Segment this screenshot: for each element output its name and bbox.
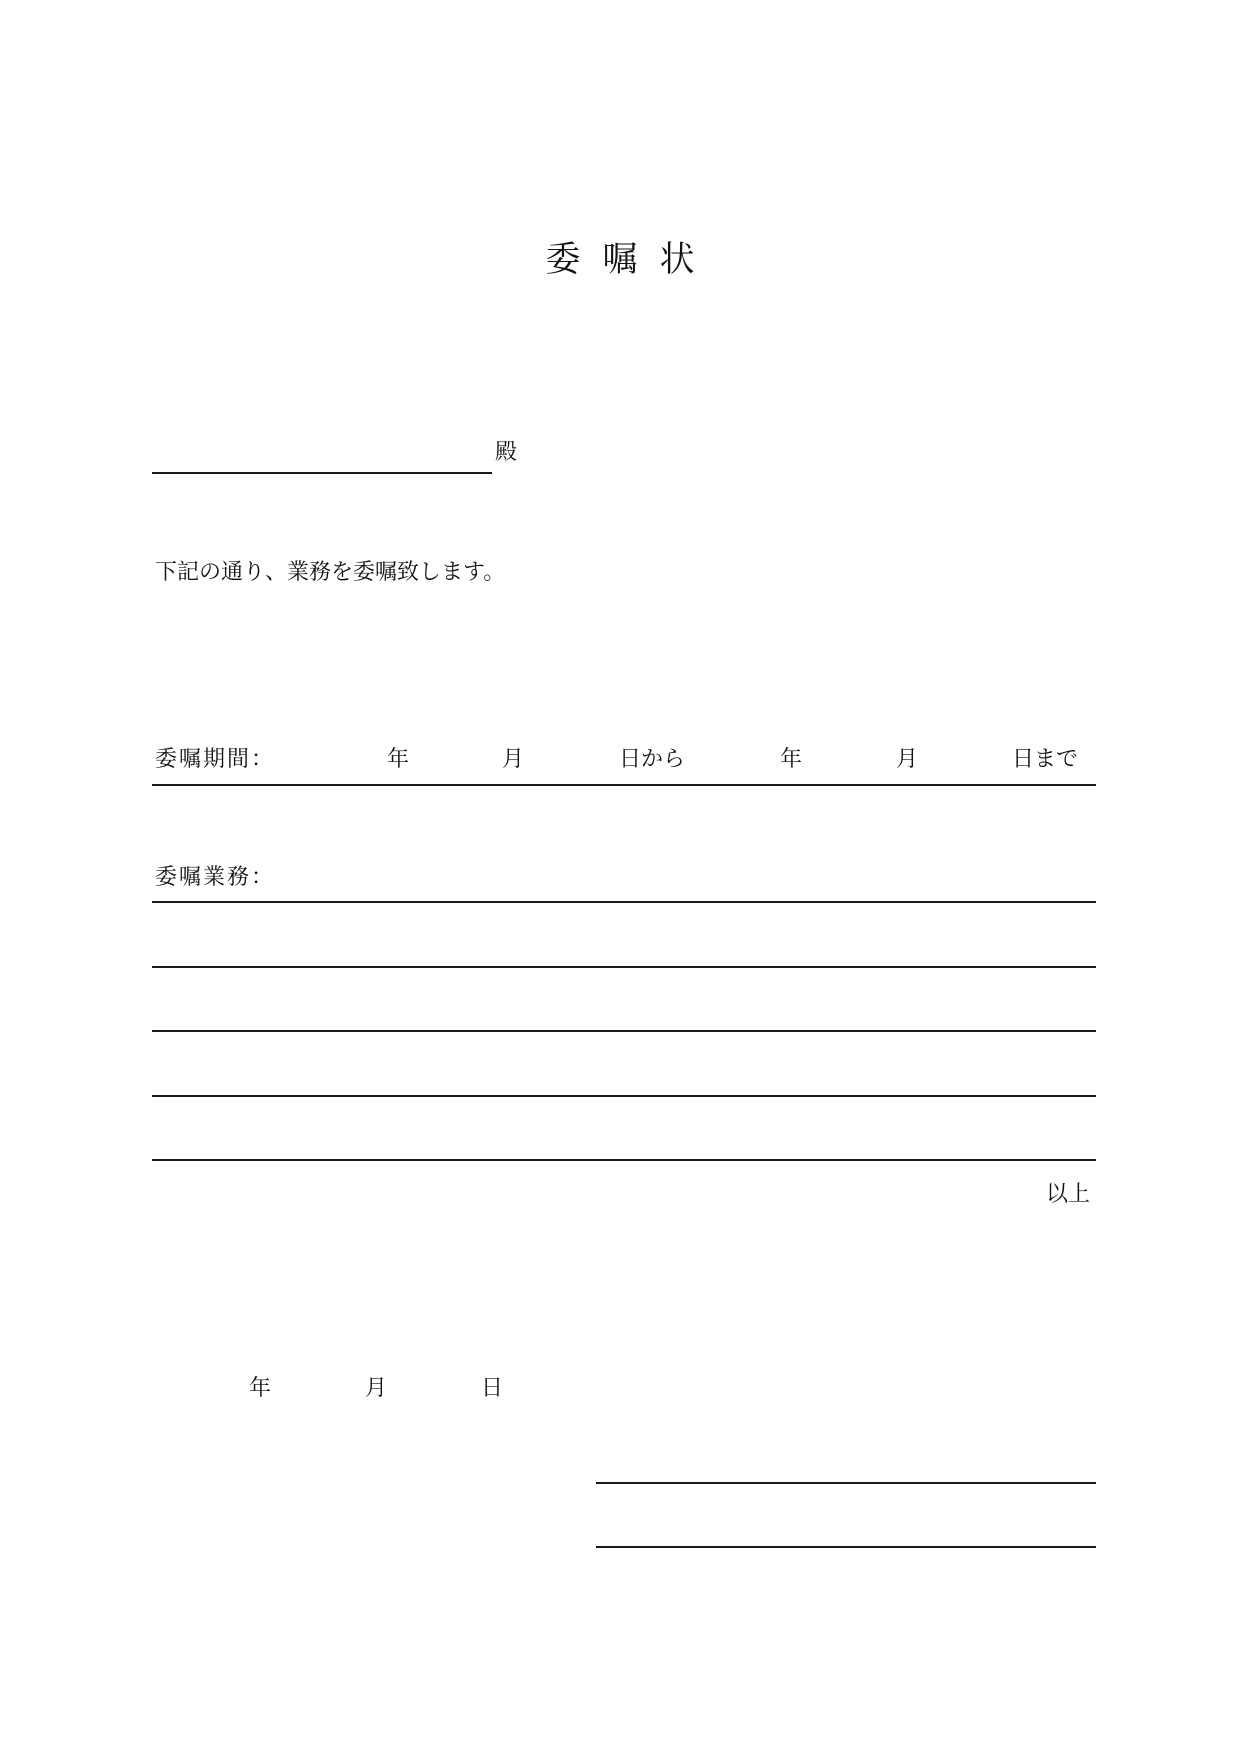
period-line[interactable] [152,784,1096,786]
issuer-line-1[interactable] [596,1482,1096,1484]
period-label: 委嘱期間： [155,747,276,772]
duties-label: 委嘱業務： [155,865,276,890]
recipient-honorific: 殿 [495,440,518,465]
issuer-line-2[interactable] [596,1546,1096,1548]
period-end-day: 日まで [1012,747,1079,772]
duties-line-2[interactable] [152,966,1096,968]
period-end-year: 年 [780,747,803,772]
recipient-name-line[interactable] [152,472,492,474]
issue-date-day: 日 [481,1376,504,1401]
duties-line-5[interactable] [152,1159,1096,1161]
intro-text: 下記の通り、業務を委嘱致します。 [155,560,506,585]
issue-date-year: 年 [249,1376,272,1401]
period-start-month: 月 [502,747,525,772]
period-start-day: 日から [619,747,686,772]
duties-line-3[interactable] [152,1030,1096,1032]
issue-date-month: 月 [365,1376,388,1401]
duties-line-1[interactable] [152,901,1096,903]
duties-line-4[interactable] [152,1095,1096,1097]
closing-text: 以上 [1046,1182,1091,1207]
period-start-year: 年 [387,747,410,772]
document-title: 委嘱状 [545,240,717,280]
period-end-month: 月 [896,747,919,772]
